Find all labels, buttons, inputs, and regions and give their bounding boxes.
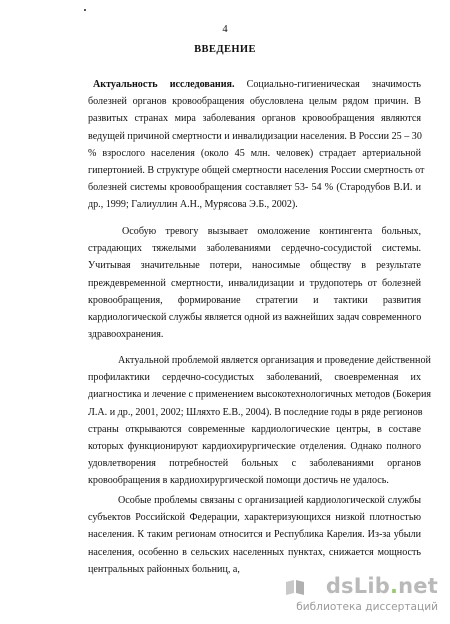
line-text: удовлетворения потребностей больных с заболеваниями органов [88, 458, 421, 470]
speck-mark [84, 9, 86, 11]
text-line [88, 326, 421, 343]
text-line [88, 421, 421, 438]
text-line [88, 386, 432, 403]
line-text: Социально-гигиеническая значимость [234, 79, 421, 90]
text-line [88, 76, 421, 93]
line-text: Актуальной проблемой является организация и проведение действенной [118, 355, 431, 366]
line-text: др., 1999; Галиуллин А.Н., Мурясова Э.Б., 2002). [88, 199, 298, 211]
paragraph-problem [88, 352, 432, 490]
line-text: развитых странах мира заболевания органов кровообращения являются [88, 113, 421, 125]
text-line [88, 526, 421, 543]
text-line [88, 196, 421, 213]
watermark-subtitle: библиотека диссертаций [296, 601, 438, 613]
text-line [88, 128, 421, 145]
line-text: центральных районных больниц, а, [88, 563, 240, 575]
bold-lead: Актуальность исследования. [93, 79, 235, 90]
paragraph-concern [88, 223, 421, 343]
text-line [88, 145, 421, 162]
text-line [88, 404, 421, 421]
text-line [88, 352, 431, 369]
text-line [88, 455, 421, 472]
line-text: диагностика и лечение с применением высокотехнологичных методов (Бокерия [88, 389, 432, 401]
line-text: профилактики сердечно-сосудистых заболеваний, своевременная их [88, 372, 421, 384]
text-line [88, 223, 421, 240]
text-line [88, 472, 421, 489]
text-line [88, 240, 421, 257]
text-line [88, 275, 421, 292]
text-line [88, 438, 421, 455]
line-text: которых функционируют кардиохирургические отделения. Однако полного [88, 441, 421, 453]
line-text: Особые проблемы связаны с организацией кардиологической службы [118, 495, 421, 506]
text-line [88, 110, 421, 127]
line-text: болезней органов кровообращения обусловлена целым рядом причин. В [88, 96, 421, 108]
line-text: страны открываются современные кардиологические центры, в составе [88, 423, 421, 435]
text-line [88, 292, 421, 309]
text-line [88, 93, 421, 110]
text-line [88, 257, 421, 274]
text-line [88, 509, 421, 526]
section-title: ВВЕДЕНИЕ [194, 44, 256, 55]
text-line [88, 369, 421, 386]
line-text: населения, особенно в сельских населенных пунктах, снижается мощность [88, 546, 421, 558]
line-text: кардиологической службы является одной из важнейших задач современного [88, 312, 422, 324]
text-line [88, 162, 425, 179]
line-text: субъектов Российской Федерации, характеризующихся низкой плотностью [88, 512, 421, 524]
line-text: ведущей причиной смертности и инвалидизации населения. В России 25 – 30 [88, 130, 422, 142]
paragraph-relevance [88, 76, 425, 214]
text-line [88, 309, 421, 326]
line-text: населения. К таким регионам относится и Республика Карелия. Из-за убыли [88, 529, 421, 541]
line-text: % взрослого населения (около 45 млн. человек) страдает артериальной [88, 147, 421, 159]
paragraph-special-problems [88, 492, 421, 578]
line-text: Учитывая значительные потери, наносимые обществу в результате [88, 260, 421, 272]
dslib-watermark [292, 574, 442, 618]
watermark-logo: dsLib.net [325, 574, 438, 598]
line-text: преждевременной смертности, инвалидизации и трудопотерь от болезней [88, 277, 421, 289]
text-line [88, 492, 421, 509]
line-text: кровообращения в кардиохирургической помощи достичь не удалось. [88, 475, 389, 487]
line-text: болезней системы кровообращения составляет 53- 54 % (Стародубов В.И. и [88, 182, 421, 194]
book-icon [284, 578, 306, 596]
page-number: 4 [222, 24, 228, 35]
text-line [88, 544, 421, 561]
line-text: Л.А. и др., 2001, 2002; Шляхто Е.В., 2004). В последние годы в ряде регионов [88, 406, 423, 418]
line-text: Особую тревогу вызывает омоложение контингента больных, [122, 226, 421, 237]
line-text: страдающих тяжелыми заболеваниями сердечно-сосудистой системы. [88, 243, 421, 255]
line-text: здравоохранения. [88, 329, 164, 341]
text-line [88, 179, 421, 196]
line-text: гипертонией. В структуре общей смертности населения России смертность от [88, 165, 425, 177]
line-text: кровообращения, формирование стратегии и тактики развития [88, 294, 421, 306]
